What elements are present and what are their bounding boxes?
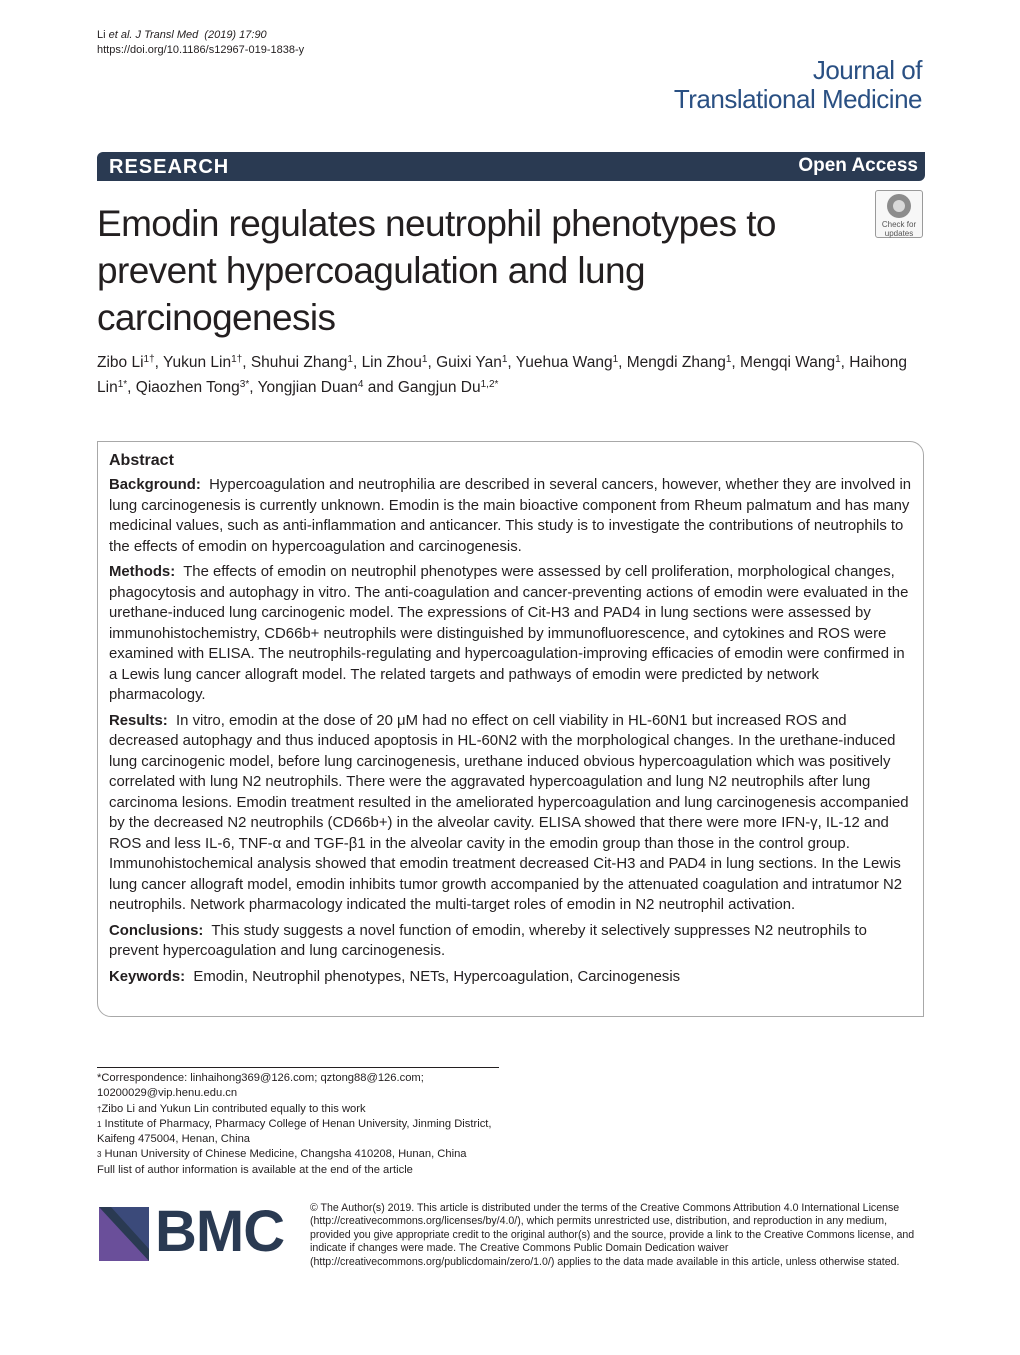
author-separator: ,: [427, 354, 437, 371]
journal-logo: [674, 56, 922, 114]
author-name[interactable]: Haihong Lin: [97, 354, 908, 396]
abstract-conclusions: Conclusions: This study suggests a novel function of emodin, whereby it selectively suppresses N2 neutrophils to prevent hypercoagulation and lung carcinogenesis.: [109, 922, 867, 959]
footnote-divider: [97, 1067, 499, 1068]
author-name[interactable]: Mengqi Wang: [740, 354, 836, 371]
author-separator: ,: [154, 354, 163, 371]
affiliation-1: $^1$ Institute of Pharmacy, Pharmacy College of Henan University, Jinming District, Kaifeng 475004, Henan, China: [97, 1117, 492, 1146]
author-name[interactable]: Yukun Lin: [163, 354, 232, 371]
equal-contribution-note: †Zibo Li and Yukun Lin contributed equally to this work: [97, 1102, 366, 1115]
open-access-label: Open Access: [798, 155, 918, 176]
journal-name-line2: Translational Medicine: [673, 84, 922, 114]
author-separator: ,: [127, 379, 136, 396]
check-for-updates-button[interactable]: [875, 190, 923, 238]
article-type-banner: [97, 152, 925, 181]
author-separator: ,: [731, 354, 741, 371]
journal-name-line1: Journal of: [812, 55, 922, 85]
footnotes: [97, 1071, 517, 1178]
citation-header: [97, 28, 304, 58]
author-name[interactable]: Lin Zhou: [361, 354, 422, 371]
author-separator: ,: [242, 354, 251, 371]
author-name[interactable]: Shuhui Zhang: [250, 354, 348, 371]
author-name[interactable]: Qiaozhen Tong: [135, 379, 240, 396]
author-separator: ,: [618, 354, 627, 371]
author-affiliation-mark: 1: [501, 354, 508, 365]
abstract-results: Results: In vitro, emodin at the dose of 20 μM had no effect on cell viability in HL-60N1 but increased ROS and decreased autophagy and thus induced apoptosis in HL-60N2 with the morphological changes. In the urethane-induced lung carcinogenic model, before lung carcinogenesis, urethane induced obvious hypercoagulation which was positively correlated with lung N2 neutrophils. There were the aggravated hypercoagulation and lung N2 neutrophils after lung carcinoma lesions. Emodin treatment resulted in the ameliorated hypercoagulation and lung carcinogenesis accompanied by the decreased N2 neutrophils (CD66b+) in the alveolar cavity. ELISA showed that there were more IFN-γ, IL-12 and ROS and less IL-6, TNF-α and TGF-β1 in the alveolar cavity in the emodin group than those in the control group. Immunohistochemical analysis showed that emodin treatment decreased Cit-H3 and PAD4 in lung sections. In the Lewis lung cancer allograft model, emodin inhibits tumor growth accompanied by the attenuated coagulation and intratumor N2 neutrophils. Network pharmacology indicated the multi-target roles of emodin in N2 neutrophil activation.: [109, 712, 909, 913]
author-affiliation-mark: 1*: [117, 379, 128, 390]
author-separator: and: [363, 379, 398, 396]
article-title: Emodin regulates neutrophil phenotypes to prevent hypercoagulation and lung carcinogenesis: [97, 203, 776, 338]
author-name[interactable]: Gangjun Du: [397, 379, 481, 396]
author-affiliation-mark: 1: [421, 354, 428, 365]
affiliation-3: $^3$ Hunan University of Chinese Medicine, Changsha 410208, Hunan, China: [97, 1148, 467, 1161]
author-list: [97, 350, 923, 400]
abstract-keywords: Keywords: Emodin, Neutrophil phenotypes, NETs, Hypercoagulation, Carcinogenesis: [109, 968, 681, 985]
author-affiliation-mark: 4: [357, 379, 364, 390]
author-affiliation-mark: 3*: [239, 379, 250, 390]
citation-year: (2019) 17:90: [204, 29, 267, 41]
author-separator: ,: [352, 354, 362, 371]
author-separator: ,: [507, 354, 516, 371]
abstract-box: [97, 441, 924, 1017]
author-name[interactable]: Yongjian Duan: [257, 379, 358, 396]
abstract-heading: Abstract: [109, 452, 174, 469]
author-affiliation-mark: 1: [347, 354, 353, 365]
author-name[interactable]: Guixi Yan: [436, 354, 502, 371]
author-affiliation-mark: 1: [612, 354, 619, 365]
author-affiliation-mark: 1†: [231, 354, 243, 365]
author-affiliation-mark: 1: [725, 354, 732, 365]
license-statement: © The Author(s) 2019. This article is distributed under the terms of the Creative Commons Attribution 4.0 International License (http://creativecommons.org/licenses/by/4.0/), which permits unrestricted use, distribution, and reproduction in any medium, provided you give appropriate credit to the original author(s) and the source, provide a link to the Creative Commons license, and indicate if changes were made. The Creative Commons Public Domain Dedication waiver (http://creativecommons.org/publicdomain/zero/1.0/) applies to the data made available in this article, unless otherwise stated.: [310, 1202, 915, 1268]
check-updates-icon: [887, 194, 911, 218]
full-author-info-note: Full list of author information is available at the end of the article: [97, 1163, 413, 1176]
author-separator: ,: [249, 379, 258, 396]
check-updates-label: Check for updates: [881, 220, 917, 238]
bmc-logo-text: BMC: [155, 1199, 285, 1264]
citation-journal: Li et al. J Transl Med: [97, 29, 199, 41]
author-affiliation-mark: 1,2*: [480, 379, 499, 390]
author-name[interactable]: Yuehua Wang: [515, 354, 613, 371]
doi-link[interactable]: https://doi.org/10.1186/s12967-019-1838-y: [97, 44, 305, 56]
author-name[interactable]: Zibo Li: [97, 354, 144, 371]
author-name[interactable]: Mengdi Zhang: [626, 354, 726, 371]
author-affiliation-mark: 1: [835, 354, 841, 365]
abstract-background: Background: Hypercoagulation and neutrophilia are described in several cancers, however, whether they are involved in lung carcinogenesis is currently unknown. Emodin is the main bioactive component from Rheum palmatum and has many medicinal values, such as anti-inflammation and anticancer. This study is to investigate the contributions of neutrophils to the effects of emodin on hypercoagulation and carcinogenesis.: [109, 477, 912, 555]
correspondence-note: *Correspondence: linhaihong369@126.com; qztong88@126.com; 10200029@vip.henu.edu.cn: [97, 1072, 424, 1100]
author-affiliation-mark: 1†: [143, 354, 155, 365]
section-label: RESEARCH: [109, 156, 230, 178]
abstract-methods: Methods: The effects of emodin on neutrophil phenotypes were assessed by cell proliferation, morphological changes, phagocytosis and autophagy in vitro. The anti-coagulation and cancer-preventing actions of emodin were evaluated in the urethane-induced lung carcinogenic model. The expressions of Cit-H3 and PAD4 in lung sections were assessed by immunohistochemistry, CD66b+ neutrophils were distinguished by immunofluorescence, and cytokines and ROS were examined with ELISA. The neutrophils-regulating and hypercoagulation-improving efficacies of emodin were confirmed in a Lewis lung cancer allograft model. The related targets and pathways of emodin were predicted by network pharmacology.: [109, 564, 909, 703]
author-separator: ,: [840, 354, 850, 371]
